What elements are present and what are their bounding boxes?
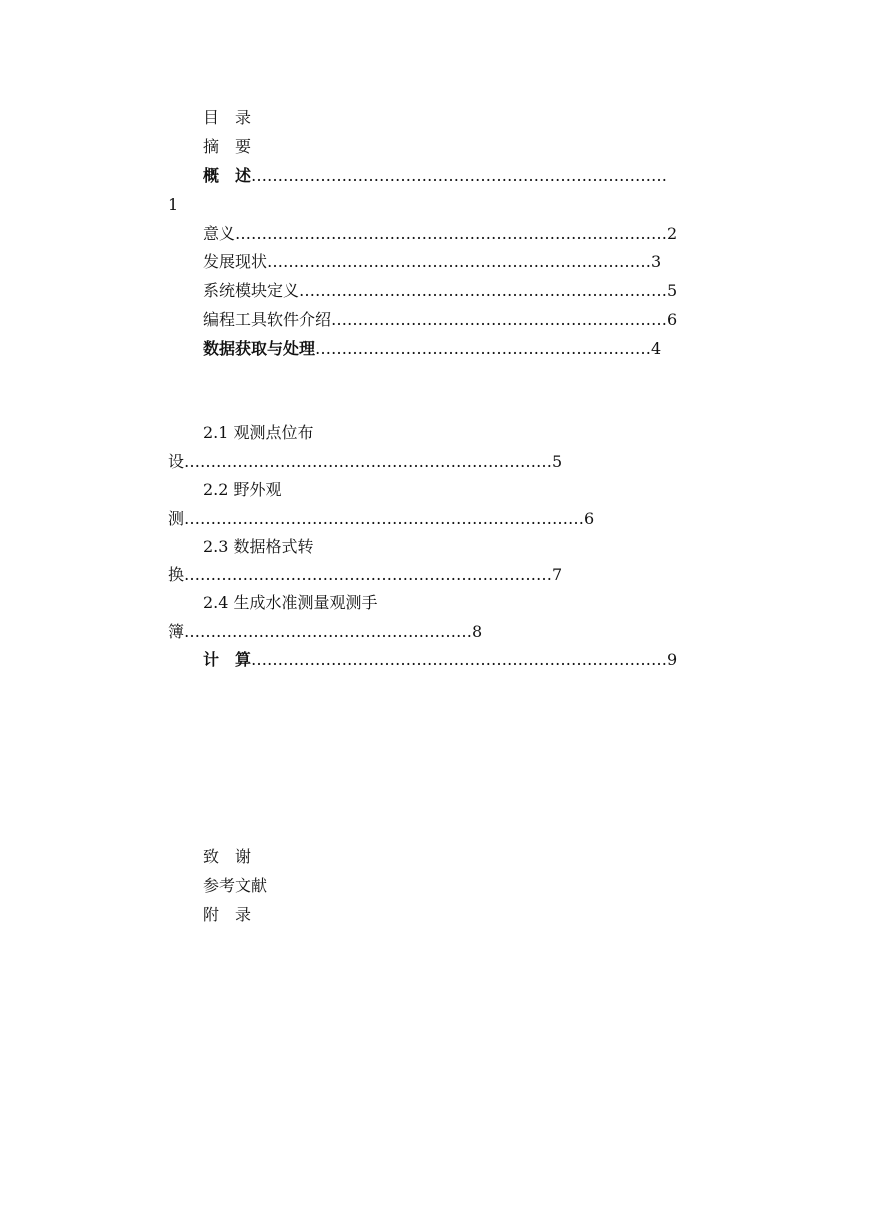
toc-entry-title: 意义	[203, 224, 236, 243]
toc-subentry-continuation	[168, 452, 562, 472]
toc-page-number: 1	[168, 195, 179, 214]
toc-leader-dots: …………………………………………………………………	[184, 509, 585, 528]
toc-leader-dots: ………………………………………………………………………	[235, 224, 668, 243]
toc-page-number: 4	[651, 339, 662, 358]
toc-leader-dots: ………………………………………………………	[315, 339, 652, 358]
toc-abstract: 摘 要	[203, 137, 252, 156]
toc-entry-title: 簿	[168, 622, 185, 641]
toc-entry-title: 概 述	[203, 166, 252, 185]
toc-leader-dots: ……………………………………………………………	[184, 565, 553, 584]
toc-entry-title: 发展现状	[203, 252, 268, 271]
toc-entry-title: 换	[168, 565, 185, 584]
toc-entry	[203, 224, 677, 244]
toc-leader-dots: ……………………………………………………………………	[251, 650, 668, 669]
toc-appendix: 附 录	[203, 905, 252, 924]
toc-page-number: 8	[472, 622, 483, 641]
toc-subentry-label: 2.4 生成水准测量观测手	[203, 593, 378, 612]
toc-subentry-continuation	[168, 565, 562, 585]
toc-page-number: 3	[651, 252, 662, 271]
toc-leader-dots: ………………………………………………………	[331, 310, 668, 329]
toc-leader-dots: ………………………………………………………………	[267, 252, 652, 271]
toc-entry-title: 设	[168, 452, 185, 471]
toc-page-number: 6	[584, 509, 595, 528]
toc-subentry-label: 2.2 野外观	[203, 480, 282, 499]
toc-entry-title: 编程工具软件介绍	[203, 310, 332, 329]
toc-leader-dots: ……………………………………………………………	[299, 281, 668, 300]
toc-references: 参考文献	[203, 876, 268, 895]
toc-subentry-continuation	[168, 509, 594, 529]
toc-subentry-continuation	[168, 622, 482, 642]
toc-page-number: 2	[667, 224, 678, 243]
toc-entry	[203, 281, 677, 301]
toc-entry	[203, 252, 661, 272]
toc-leader-dots: ……………………………………………………………	[184, 452, 553, 471]
toc-entry-ch2	[203, 339, 661, 359]
toc-page-number: 5	[667, 281, 678, 300]
toc-entry	[203, 310, 677, 330]
toc-page-number: 7	[552, 565, 563, 584]
toc-leader-dots: ………………………………………………	[184, 622, 473, 641]
toc-page-number: 5	[552, 452, 563, 471]
toc-entry-title: 测	[168, 509, 185, 528]
toc-heading: 目 录	[203, 108, 252, 127]
toc-leader-dots: ……………………………………………………………………	[251, 166, 668, 185]
toc-thanks: 致 谢	[203, 847, 252, 866]
toc-page-number: 6	[667, 310, 678, 329]
toc-entry-title: 数据获取与处理	[203, 339, 316, 358]
toc-subentry-label: 2.1 观测点位布	[203, 423, 314, 442]
toc-page-number: 9	[667, 650, 678, 669]
toc-entry-title: 系统模块定义	[203, 281, 300, 300]
toc-subentry-label: 2.3 数据格式转	[203, 537, 314, 556]
toc-entry-title: 计 算	[203, 650, 252, 669]
toc-entry-ch1	[203, 166, 667, 186]
toc-entry-ch3	[203, 650, 677, 670]
